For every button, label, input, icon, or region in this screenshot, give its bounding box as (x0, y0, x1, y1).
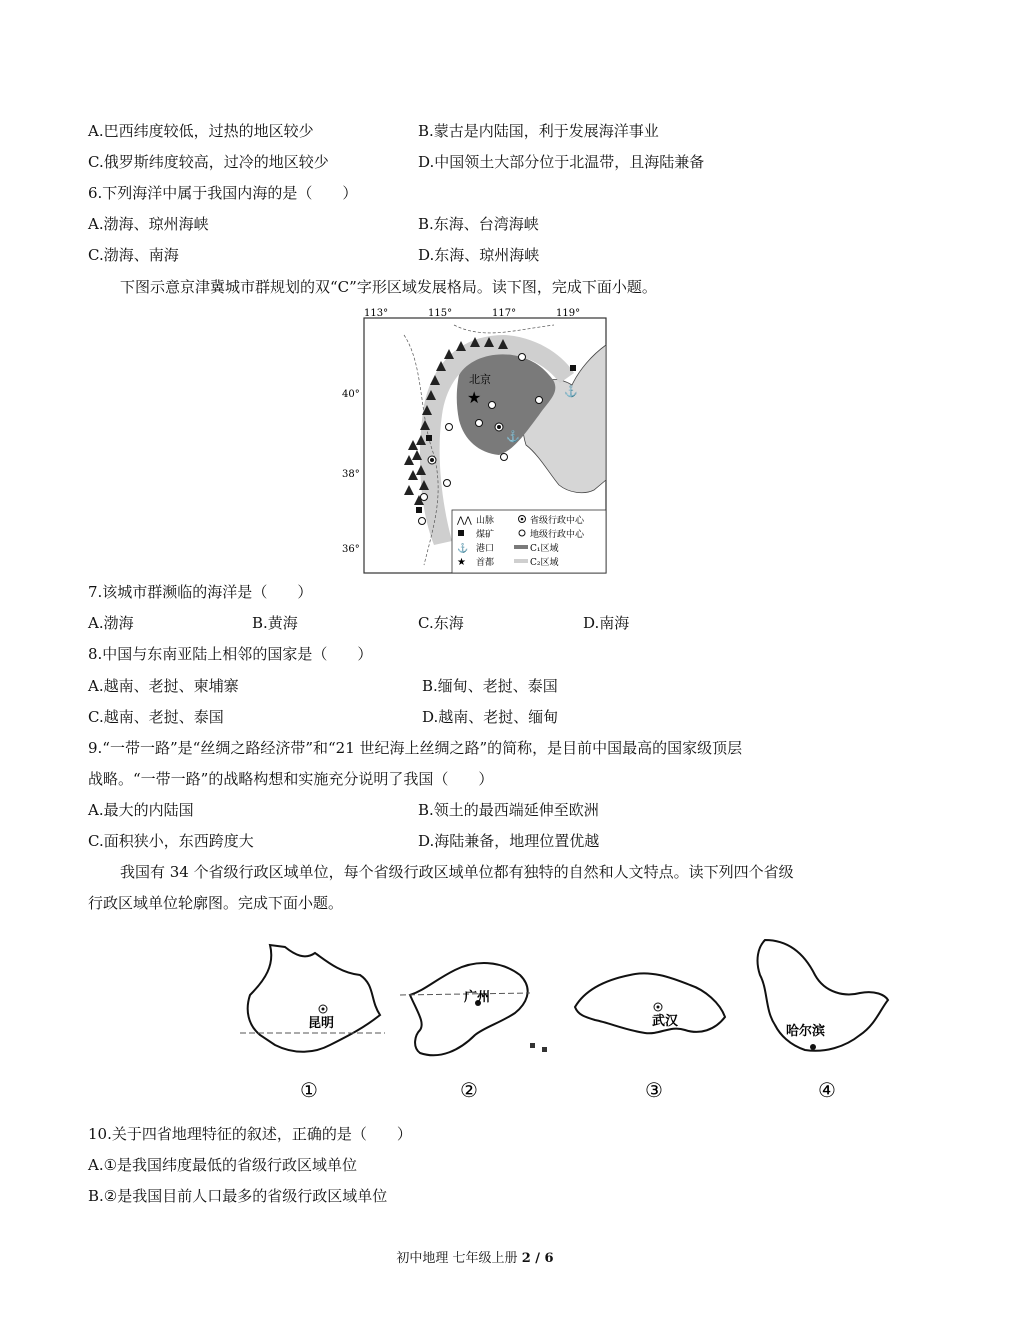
lon-label-113: 113° (364, 308, 389, 319)
city-label-harbin: 哈尔滨 (786, 1024, 826, 1039)
footer-text: 初中地理 七年级上册 (396, 1251, 522, 1266)
q7-stem: 7.该城市群濒临的海洋是（ ） (88, 583, 313, 601)
city-label-guangzhou: 广州 (464, 990, 491, 1005)
q6-stem: 6.下列海洋中属于我国内海的是（ ） (88, 184, 358, 202)
intro-paragraph-1: 下图示意京津冀城市群规划的双“C”字形区域发展格局。读下图，完成下面小题。 (120, 278, 657, 296)
province-outline-heilongjiang (758, 940, 888, 1102)
q5-option-d: D.中国领土大部分位于北温带，且海陆兼备 (418, 153, 705, 171)
svg-text:煤矿: 煤矿 (476, 530, 495, 540)
province-outline-guangdong (400, 963, 547, 1102)
province-number-3: ③ (645, 1078, 663, 1102)
q8-stem: 8.中国与东南亚陆上相邻的国家是（ ） (88, 645, 373, 663)
q9-option-d: D.海陆兼备，地理位置优越 (418, 832, 600, 850)
q10-option-a: A.①是我国纬度最低的省级行政区域单位 (88, 1156, 358, 1174)
q8-option-c: C.越南、老挝、泰国 (88, 708, 224, 726)
q7-option-b: B.黄海 (252, 614, 298, 632)
lat-label-40: 40° (342, 389, 360, 400)
coal-mine-icon (570, 365, 576, 371)
q10-stem: 10.关于四省地理特征的叙述，正确的是（ ） (88, 1125, 412, 1143)
q8-option-a: A.越南、老挝、柬埔寨 (88, 677, 239, 695)
coal-mine-icon (426, 435, 432, 441)
lon-label-119: 119° (556, 308, 581, 319)
svg-text:★: ★ (457, 557, 466, 568)
q5-option-b: B.蒙古是内陆国，利于发展海洋事业 (418, 122, 659, 140)
lon-label-115: 115° (428, 308, 453, 319)
q9-option-c: C.面积狭小，东西跨度大 (88, 832, 254, 850)
svg-text:C₂区域: C₂区域 (530, 558, 559, 568)
q8-option-d: D.越南、老挝、缅甸 (422, 708, 559, 726)
page-number: 2 / 6 (521, 1251, 554, 1266)
svg-text:⚓: ⚓ (457, 544, 469, 554)
intro-paragraph-2-line1: 我国有 34 个省级行政区域单位，每个省级行政区域单位都有独特的自然和人文特点。读下列四个省级 (120, 863, 794, 881)
q6-option-b: B.东海、台湾海峡 (418, 215, 539, 233)
jingjinji-region-map (342, 305, 606, 573)
q7-option-d: D.南海 (583, 614, 630, 632)
city-label-kunming: 昆明 (308, 1016, 335, 1031)
port-icon: ⚓ (564, 385, 578, 398)
province-outline-figure (130, 935, 1010, 1110)
q6-option-a: A.渤海、琼州海峡 (88, 215, 209, 233)
q7-option-c: C.东海 (418, 614, 464, 632)
svg-text:港口: 港口 (476, 544, 495, 554)
svg-text:省级行政中心: 省级行政中心 (530, 516, 585, 526)
svg-text:地级行政中心: 地级行政中心 (530, 530, 585, 540)
intro-paragraph-2-line2: 行政区域单位轮廓图。完成下面小题。 (88, 894, 344, 912)
province-number-2: ② (460, 1078, 478, 1102)
q7-option-a: A.渤海 (88, 614, 134, 632)
q9-option-b: B.领土的最西端延伸至欧洲 (418, 801, 599, 819)
province-number-4: ④ (818, 1078, 836, 1102)
city-label-wuhan: 武汉 (652, 1014, 679, 1029)
lat-label-38: 38° (342, 469, 360, 480)
q10-option-b: B.②是我国目前人口最多的省级行政区域单位 (88, 1187, 388, 1205)
lon-label-117: 117° (492, 308, 517, 319)
lat-label-36: 36° (342, 544, 360, 555)
province-outline-yunnan (240, 945, 385, 1102)
svg-text:首都: 首都 (476, 558, 495, 568)
svg-text:山脉: 山脉 (476, 516, 495, 526)
capital-star-icon: ★ (467, 388, 482, 407)
q6-option-c: C.渤海、南海 (88, 246, 179, 264)
q8-option-b: B.缅甸、老挝、泰国 (422, 677, 558, 695)
q5-option-c: C.俄罗斯纬度较高，过冷的地区较少 (88, 153, 329, 171)
page-footer (0, 1247, 950, 1266)
province-number-1: ① (300, 1078, 318, 1102)
province-outline-hubei (575, 973, 725, 1102)
q9-stem-line1: 9.“一带一路”是“丝绸之路经济带”和“21 世纪海上丝绸之路”的简称，是目前中国最高的国家级顶层 (88, 739, 743, 757)
capital-label: 北京 (469, 373, 491, 386)
mountain-icon: ⋀⋀ (457, 516, 472, 526)
port-icon: ⚓ (506, 430, 520, 443)
svg-text:C₁区域: C₁区域 (530, 544, 559, 554)
q9-stem-line2: 战略。“一带一路”的战略构想和实施充分说明了我国（ ） (88, 770, 494, 788)
q6-option-d: D.东海、琼州海峡 (418, 246, 540, 264)
q5-option-a: A.巴西纬度较低，过热的地区较少 (88, 122, 314, 140)
coal-mine-icon (416, 507, 422, 513)
q9-option-a: A.最大的内陆国 (88, 801, 194, 819)
map-legend (452, 510, 606, 573)
